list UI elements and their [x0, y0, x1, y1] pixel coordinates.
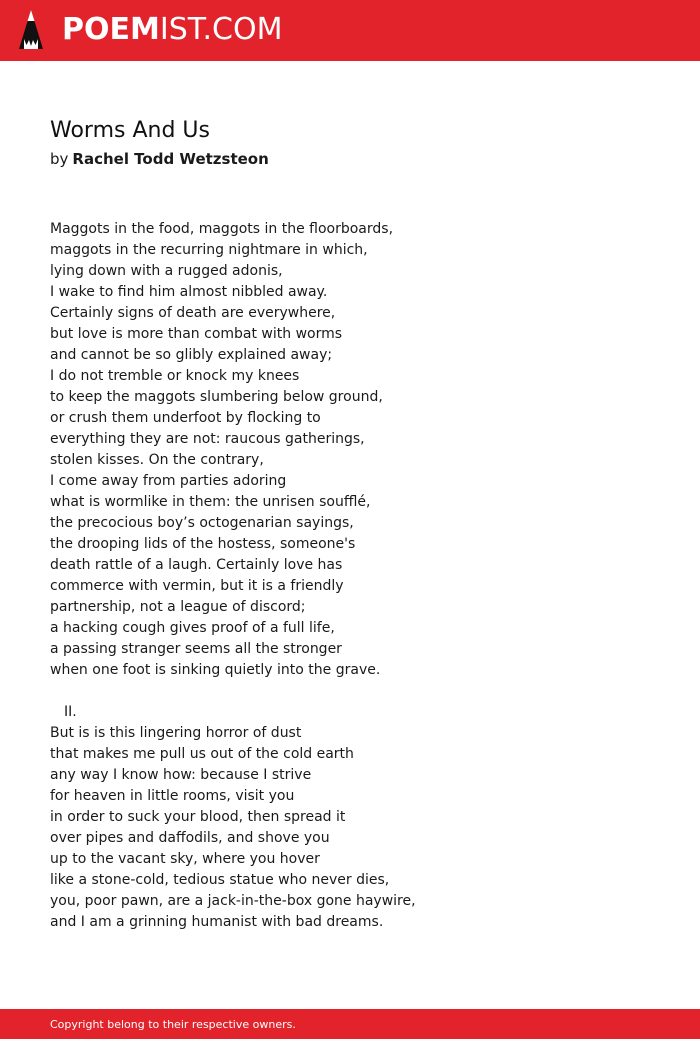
- poem-line: a hacking cough gives proof of a full life,: [50, 620, 335, 636]
- poem-line: you, poor pawn, are a jack-in-the-box gone haywire,: [50, 893, 416, 909]
- site-logo-link[interactable]: [62, 12, 282, 48]
- poem-line: for heaven in little rooms, visit you: [50, 788, 295, 804]
- stanza-break: [50, 681, 650, 702]
- poem-line: and I am a grinning humanist with bad dreams.: [50, 914, 384, 930]
- poem-line: any way I know how: because I strive: [50, 767, 312, 783]
- poem-line: but love is more than combat with worms: [50, 326, 343, 342]
- site-header: [0, 0, 700, 61]
- poem-line: Maggots in the food, maggots in the floorboards,: [50, 221, 394, 237]
- poem-line: a passing stranger seems all the stronger: [50, 641, 342, 657]
- poem-line: the precocious boy’s octogenarian sayings,: [50, 515, 354, 531]
- poem-line: maggots in the recurring nightmare in which,: [50, 242, 368, 258]
- poem-line: when one foot is sinking quietly into the grave.: [50, 662, 381, 678]
- poem-line: death rattle of a laugh. Certainly love has: [50, 557, 343, 573]
- by-label: by: [50, 150, 69, 168]
- poem-line: But is is this lingering horror of dust: [50, 725, 302, 741]
- copyright-text: Copyright belong to their respective owners.: [50, 1018, 296, 1031]
- section-number: II.: [64, 704, 77, 720]
- logo-text-bold: POEM: [62, 12, 160, 47]
- poem-line: up to the vacant sky, where you hover: [50, 851, 320, 867]
- poem-line: I do not tremble or knock my knees: [50, 368, 300, 384]
- poem-line: in order to suck your blood, then spread it: [50, 809, 346, 825]
- poem-line: and cannot be so glibly explained away;: [50, 347, 333, 363]
- poem-line: I come away from parties adoring: [50, 473, 287, 489]
- poem-line: like a stone-cold, tedious statue who never dies,: [50, 872, 390, 888]
- poem-line: I wake to find him almost nibbled away.: [50, 284, 328, 300]
- poem-title: Worms And Us: [50, 118, 210, 143]
- poem-line: the drooping lids of the hostess, someone's: [50, 536, 356, 552]
- pencil-icon[interactable]: [18, 9, 44, 51]
- site-footer: [0, 1009, 700, 1039]
- poem-line: to keep the maggots slumbering below ground,: [50, 389, 383, 405]
- poem-line: commerce with vermin, but it is a friendly: [50, 578, 344, 594]
- poem-line: lying down with a rugged adonis,: [50, 263, 283, 279]
- poem-body: [50, 219, 650, 933]
- poem-line: what is wormlike in them: the unrisen soufflé,: [50, 494, 371, 510]
- poem-line: over pipes and daffodils, and shove you: [50, 830, 330, 846]
- poem-line: or crush them underfoot by flocking to: [50, 410, 321, 426]
- poem-line: partnership, not a league of discord;: [50, 599, 306, 615]
- poem-line: that makes me pull us out of the cold earth: [50, 746, 354, 762]
- poem-line: stolen kisses. On the contrary,: [50, 452, 264, 468]
- author-name: Rachel Todd Wetzsteon: [72, 150, 269, 168]
- logo-text-light: IST.COM: [159, 12, 283, 47]
- byline: [50, 148, 269, 170]
- poem-line: everything they are not: raucous gatherings,: [50, 431, 365, 447]
- poem-line: Certainly signs of death are everywhere,: [50, 305, 336, 321]
